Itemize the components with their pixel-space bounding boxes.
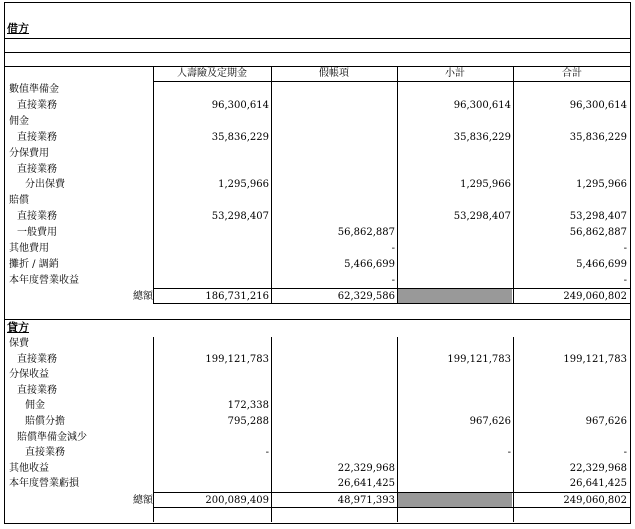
credit-row-label: 直接業務 <box>17 384 57 396</box>
credit-row-label: 賠償分擔 <box>25 416 65 427</box>
credit-row <box>5 445 630 460</box>
credit-row-value: 199,121,783 <box>563 353 627 365</box>
debit-row-value: 96,300,614 <box>569 99 627 111</box>
debit-row-value: 56,862,887 <box>569 227 627 239</box>
credit-row-value <box>153 461 269 476</box>
debit-row-value: 53,298,407 <box>453 211 511 223</box>
financial-statement-sheet <box>4 2 631 524</box>
debit-row-value: 53,298,407 <box>569 211 627 223</box>
credit-row-value: 22,329,968 <box>337 462 395 474</box>
debit-row-label: 數值準備金 <box>9 84 59 95</box>
credit-row-value <box>271 352 395 367</box>
debit-row-value: - <box>391 243 395 254</box>
debit-row-value <box>153 225 269 240</box>
debit-row-value <box>153 146 269 161</box>
debit-row-value <box>271 146 395 161</box>
debit-row-value: - <box>623 274 627 286</box>
debit-row-value: 56,862,887 <box>337 227 395 239</box>
col-header-life-insurance: 人壽險及定期金 <box>177 68 247 79</box>
debit-row-value <box>397 193 511 208</box>
debit-row-value: 53,298,407 <box>211 211 269 223</box>
debit-row-label: 分保費用 <box>9 147 49 159</box>
debit-row <box>5 162 630 177</box>
debit-section-title: 借方 <box>7 22 29 35</box>
debit-total-grand: 249,060,802 <box>563 291 627 302</box>
credit-section-title: 貸方 <box>7 321 29 334</box>
debit-row-value <box>397 162 511 177</box>
debit-row-value <box>153 241 269 256</box>
credit-row-value: - <box>507 447 511 459</box>
credit-row-label: 本年度營業虧損 <box>9 478 79 490</box>
debit-row-label: 直接業務 <box>17 99 57 111</box>
credit-row-value: 795,288 <box>227 416 269 427</box>
credit-row-value <box>271 398 395 413</box>
credit-row-label: 保費 <box>9 338 29 349</box>
credit-row-value: 199,121,783 <box>447 353 511 365</box>
credit-total-suspense: 48,971,393 <box>337 495 395 506</box>
credit-row-value: 26,641,425 <box>337 478 395 490</box>
debit-row-value: 35,836,229 <box>211 131 269 143</box>
debit-row-value <box>271 177 395 192</box>
debit-row-label: 其他費用 <box>9 243 49 254</box>
debit-row-value <box>397 146 511 161</box>
debit-row-label: 直接業務 <box>17 163 57 175</box>
credit-row <box>5 414 630 429</box>
credit-row <box>5 336 630 351</box>
credit-row <box>5 430 630 445</box>
debit-row <box>5 225 630 240</box>
credit-total-row <box>5 493 630 508</box>
debit-row-value <box>271 98 395 113</box>
debit-row-value: 96,300,614 <box>453 99 511 111</box>
debit-row-value <box>397 114 511 129</box>
debit-row-value: 96,300,614 <box>211 99 269 111</box>
debit-row-label: 賠償 <box>9 195 29 207</box>
debit-row-value <box>397 225 511 240</box>
debit-row <box>5 146 630 161</box>
credit-row-label: 分保收益 <box>9 369 49 381</box>
credit-row-value: 967,626 <box>585 416 627 427</box>
debit-row <box>5 130 630 145</box>
debit-row-label: 攤折 / 調銷 <box>9 258 59 270</box>
credit-row-value <box>513 383 627 398</box>
credit-row-value: 22,329,968 <box>569 462 627 474</box>
credit-row-value <box>153 336 269 351</box>
debit-total-row <box>5 289 630 304</box>
debit-row-value <box>397 257 511 272</box>
credit-row-label: 賠償準備金減少 <box>17 431 87 443</box>
debit-row-value <box>153 193 269 208</box>
credit-row-value <box>513 367 627 382</box>
debit-row <box>5 82 630 97</box>
credit-row-label: 其他收益 <box>9 462 49 474</box>
credit-row-value <box>271 336 395 351</box>
debit-row-value: 1,295,966 <box>218 179 269 191</box>
credit-row-value <box>397 367 511 382</box>
debit-row <box>5 177 630 192</box>
credit-row-value: - <box>265 447 269 459</box>
credit-row-value <box>397 383 511 398</box>
credit-row-value <box>153 367 269 382</box>
col-header-suspense: 假帳項 <box>319 68 349 79</box>
debit-total-life: 186,731,216 <box>205 291 269 302</box>
debit-row <box>5 98 630 113</box>
credit-row-value <box>271 367 395 382</box>
debit-row-value: 1,295,966 <box>576 179 627 191</box>
credit-row-value <box>397 336 511 351</box>
credit-row <box>5 352 630 367</box>
credit-row-value <box>513 398 627 413</box>
debit-row-label: 一般費用 <box>17 227 57 239</box>
debit-row-label: 佣金 <box>9 115 29 127</box>
debit-row-value <box>271 130 395 145</box>
debit-row <box>5 241 630 256</box>
debit-row-label: 分出保費 <box>25 179 65 191</box>
debit-row-value <box>397 241 511 256</box>
credit-row-value <box>513 430 627 445</box>
credit-row <box>5 398 630 413</box>
credit-row-label: 佣金 <box>25 400 45 412</box>
debit-row-value: 35,836,229 <box>453 131 511 143</box>
credit-row-value <box>153 476 269 491</box>
credit-row-value <box>271 414 395 429</box>
debit-total-suspense: 62,329,586 <box>337 291 395 302</box>
credit-row-label: 直接業務 <box>17 353 57 365</box>
debit-row-label: 直接業務 <box>17 211 57 223</box>
debit-row-value <box>271 162 395 177</box>
debit-row <box>5 273 630 288</box>
debit-row-label: 本年度營業收益 <box>9 274 79 286</box>
debit-row-value <box>513 114 627 129</box>
debit-row-value <box>271 114 395 129</box>
debit-row-value <box>153 114 269 129</box>
credit-row-value <box>271 445 395 460</box>
credit-row-label: 直接業務 <box>25 447 65 459</box>
debit-row-value <box>513 82 627 97</box>
debit-row-value <box>513 146 627 161</box>
credit-row-value <box>397 461 511 476</box>
debit-row-value <box>513 193 627 208</box>
credit-row-value <box>397 476 511 491</box>
debit-row-value <box>397 273 511 288</box>
debit-row-value <box>513 162 627 177</box>
debit-row-value <box>153 162 269 177</box>
debit-subtotal-shaded-cell <box>398 289 512 303</box>
credit-row <box>5 367 630 382</box>
credit-row <box>5 383 630 398</box>
col-header-total: 合計 <box>562 68 582 79</box>
credit-row-value <box>153 430 269 445</box>
debit-row-value: 5,466,699 <box>344 258 395 270</box>
debit-row <box>5 257 630 272</box>
debit-row-value: - <box>391 274 395 286</box>
credit-row-value: 172,338 <box>227 400 269 412</box>
debit-row-value <box>153 273 269 288</box>
credit-row-value <box>397 398 511 413</box>
debit-row-label: 直接業務 <box>17 131 57 143</box>
debit-row-value <box>153 257 269 272</box>
credit-row-value <box>513 336 627 351</box>
credit-row-value: - <box>623 447 627 459</box>
debit-row <box>5 193 630 208</box>
credit-row <box>5 461 630 476</box>
credit-total-label: 總額 <box>133 495 153 506</box>
debit-row-value <box>397 82 511 97</box>
credit-row-value: 26,641,425 <box>569 478 627 490</box>
debit-row <box>5 114 630 129</box>
credit-total-life: 200,089,409 <box>205 495 269 506</box>
credit-row-value <box>271 430 395 445</box>
credit-row-value <box>153 383 269 398</box>
debit-total-label: 總額 <box>133 291 153 302</box>
credit-row-value: 967,626 <box>469 416 511 427</box>
debit-row-value: - <box>623 243 627 254</box>
credit-row-value: 199,121,783 <box>205 353 269 365</box>
credit-row <box>5 476 630 491</box>
debit-row-value <box>271 193 395 208</box>
credit-subtotal-shaded-cell <box>398 493 512 507</box>
debit-row-value: 35,836,229 <box>569 131 627 143</box>
debit-row-value <box>153 82 269 97</box>
debit-row-value <box>271 82 395 97</box>
debit-row-value: 5,466,699 <box>576 258 627 270</box>
col-header-subtotal: 小計 <box>445 68 465 79</box>
credit-total-grand: 249,060,802 <box>563 495 627 506</box>
credit-row-value <box>271 383 395 398</box>
debit-row <box>5 209 630 224</box>
credit-row-value <box>397 430 511 445</box>
debit-row-value: 1,295,966 <box>460 179 511 191</box>
debit-row-value <box>271 209 395 224</box>
